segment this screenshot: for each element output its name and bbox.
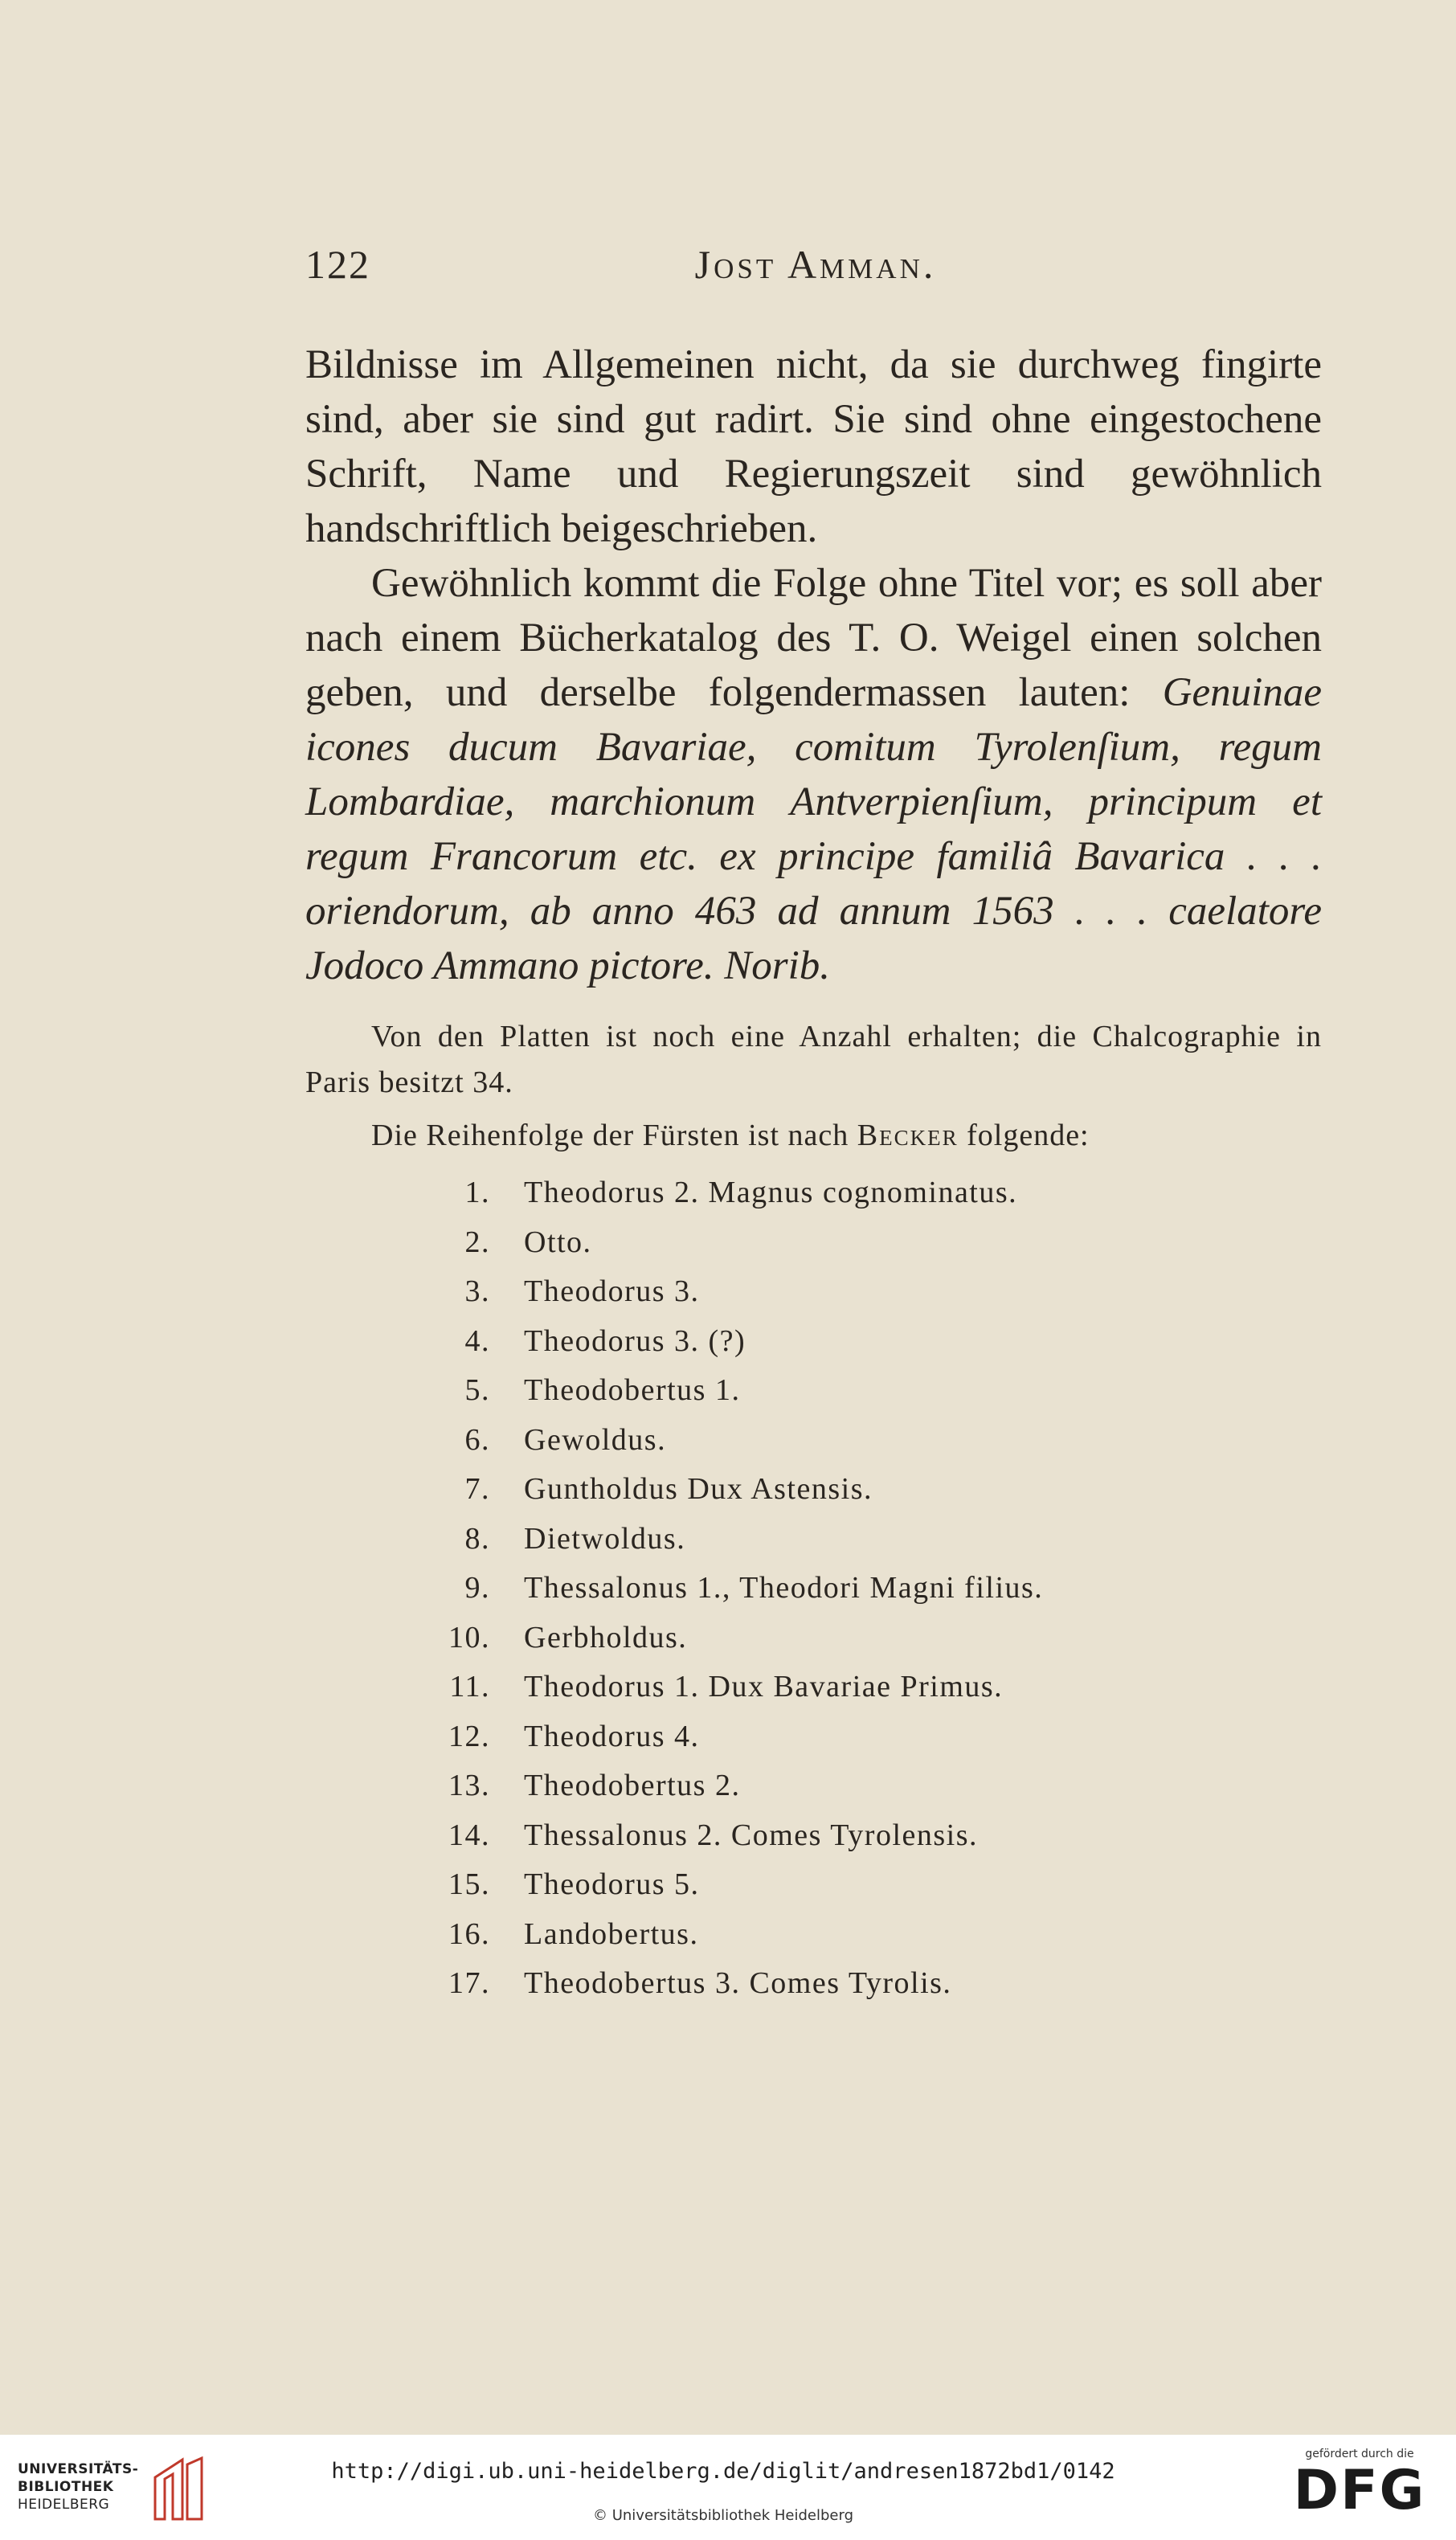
- note-2-text: [305, 1113, 1322, 1159]
- copyright-notice: © Universitätsbibliothek Heidelberg: [592, 2507, 853, 2524]
- list-item-text: Thessalonus 2. Comes Tyrolensis.: [524, 1818, 979, 1852]
- list-item: [402, 1614, 1205, 1663]
- page-header: [305, 241, 1326, 297]
- list-item-text: Theodorus 3. (?): [524, 1323, 746, 1358]
- main-text: [305, 337, 1322, 993]
- running-head: Jost Amman.: [694, 242, 937, 287]
- dfg-logo-text: DFG: [1293, 2459, 1426, 2522]
- list-item-text: Theodorus 1. Dux Bavariae Primus.: [524, 1670, 1004, 1704]
- list-item: [402, 1712, 1205, 1762]
- list-item: [402, 1663, 1205, 1712]
- note-2-before: Die Reihenfolge der Fürsten ist nach: [371, 1119, 857, 1152]
- list-item-number: 12.: [448, 1719, 490, 1753]
- list-item-text: Theodobertus 3. Comes Tyrolis.: [524, 1966, 952, 2000]
- list-item-number: 9.: [464, 1571, 490, 1605]
- list-item: [402, 1959, 1205, 2009]
- list-item: [402, 1317, 1205, 1367]
- list-item: [402, 1761, 1205, 1811]
- list-item-number: 7.: [464, 1472, 490, 1506]
- note-2: [305, 1113, 1322, 1159]
- list-item: [402, 1168, 1205, 1218]
- list-item-number: 10.: [448, 1620, 490, 1654]
- author-name: Becker: [857, 1119, 959, 1152]
- note-1: [305, 1014, 1322, 1106]
- dfg-logo[interactable]: [1287, 2448, 1432, 2532]
- logo-line-2: BIBLIOTHEK: [18, 2479, 114, 2495]
- list-item-number: 5.: [464, 1373, 490, 1407]
- list-item-text: Otto.: [524, 1225, 592, 1259]
- library-emblem-icon: [150, 2455, 207, 2523]
- list-item-text: Gerbholdus.: [524, 1620, 688, 1654]
- list-item-number: 17.: [448, 1966, 490, 2000]
- list-item-text: Theodobertus 1.: [524, 1373, 741, 1407]
- list-item-text: Guntholdus Dux Astensis.: [524, 1472, 873, 1506]
- note-2-after: folgende:: [958, 1119, 1090, 1152]
- sponsor-caption: gefördert durch die: [1305, 2448, 1414, 2460]
- list-item-number: 3.: [464, 1274, 490, 1308]
- paragraph-2-roman: Gewöhnlich kommt die Folge ohne Titel vor; es soll aber nach einem Bücherkatalog des T. O. Weigel einen solchen geben, und derselbe folgendermassen lauten:: [305, 561, 1322, 715]
- list-item: [402, 1564, 1205, 1614]
- university-library-logo[interactable]: [18, 2451, 202, 2523]
- list-item-number: 2.: [464, 1225, 490, 1259]
- list-item: [402, 1366, 1205, 1416]
- list-item: [402, 1465, 1205, 1515]
- list-item: [402, 1267, 1205, 1317]
- list-item-number: 16.: [448, 1916, 490, 1951]
- list-item-number: 13.: [448, 1769, 490, 1802]
- list-item-text: Dietwoldus.: [524, 1521, 686, 1556]
- list-item-text: Thessalonus 1., Theodori Magni filius.: [524, 1571, 1044, 1605]
- list-item: [402, 1860, 1205, 1910]
- page-number: 122: [305, 242, 370, 287]
- list-item-number: 4.: [464, 1323, 490, 1358]
- logo-line-1: UNIVERSITÄTS-: [18, 2461, 139, 2477]
- list-item-text: Gewoldus.: [524, 1422, 667, 1457]
- list-item-text: Theodorus 4.: [524, 1719, 700, 1753]
- latin-title: Genuinae icones ducum Bavariae, comitum Tyrolenſium, regum Lombardiae, marchionum Antverpienſium, principum et regum Francorum etc. ex principe familiâ Bavarica . . . oriendorum, ab anno 463 ad annum 1563 . . . caelatore Jodoco Ammano pictore. Norib.: [305, 670, 1322, 988]
- list-item-number: 1.: [464, 1176, 490, 1209]
- list-item: [402, 1811, 1205, 1861]
- list-item-text: Theodorus 2. Magnus cognominatus.: [524, 1176, 1018, 1209]
- list-item-text: Theodorus 5.: [524, 1867, 700, 1901]
- list-item-text: Landobertus.: [524, 1916, 699, 1951]
- list-item-number: 11.: [449, 1670, 490, 1704]
- list-item-number: 6.: [464, 1422, 490, 1457]
- note-1-text: Von den Platten ist noch eine Anzahl erhalten; die Chalcographie in Paris besitzt 34.: [305, 1020, 1322, 1099]
- paragraph-1: Bildnisse im Allgemeinen nicht, da sie durchweg fingirte sind, aber sie sind gut radirt. Sie sind ohne eingestochene Schrift, Name und Regierungszeit sind gewöhnlich handschriftlich beigeschrieben.: [305, 342, 1322, 551]
- list-item-number: 8.: [464, 1521, 490, 1556]
- list-item: [402, 1218, 1205, 1268]
- list-item-text: Theodorus 3.: [524, 1274, 700, 1308]
- list-item: [402, 1910, 1205, 1960]
- footer-bar: [0, 2435, 1456, 2540]
- list-item-text: Theodobertus 2.: [524, 1769, 741, 1802]
- list-item-number: 14.: [448, 1818, 490, 1852]
- permalink-url[interactable]: http://digi.ub.uni-heidelberg.de/diglit/andresen1872bd1/0142: [331, 2459, 1115, 2484]
- logo-line-3: HEIDELBERG: [18, 2497, 110, 2513]
- list-item: [402, 1416, 1205, 1466]
- list-item: [402, 1515, 1205, 1564]
- paragraph-2: [305, 556, 1322, 993]
- logo-text: [18, 2460, 138, 2513]
- list-item-number: 15.: [448, 1867, 490, 1901]
- princes-list: [402, 1168, 1205, 2009]
